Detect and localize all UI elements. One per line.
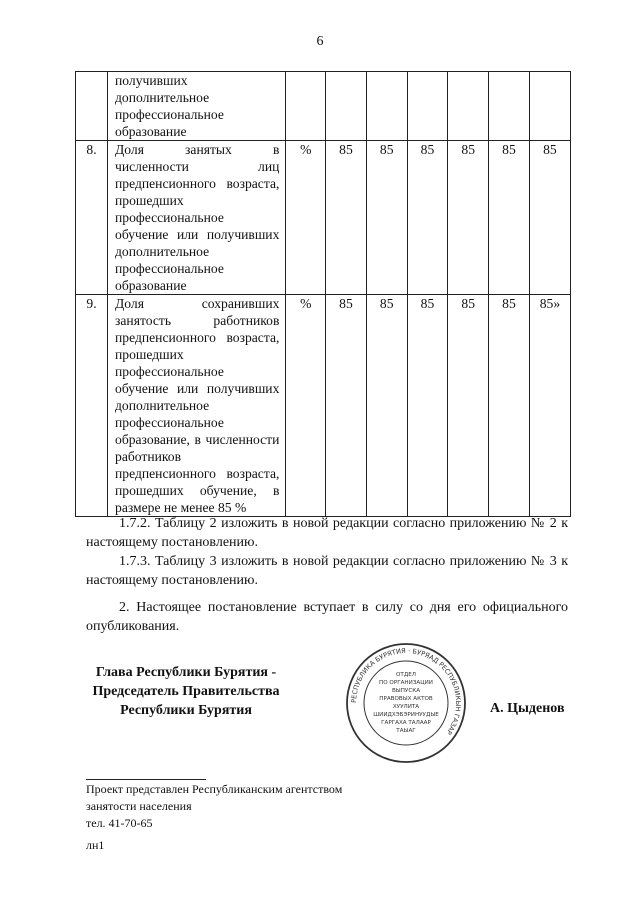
value-cell: 85 [407,141,448,295]
signatory-title-line: Республики Бурятия [120,703,252,718]
row-number: 9. [76,295,108,517]
unit-cell [286,72,326,141]
indicator-name: Доля занятых в численности лиц предпенсионного возраста, прошедших профессиональное обучение или получивших дополнительное профессиональное образование [108,141,286,295]
unit-cell: % [286,295,326,517]
paragraph-1-7-3 [86,552,568,590]
paragraph-text: 2. Настоящее постановление вступает в силу со дня его официального опубликования. [86,600,568,634]
indicator-name: получивших дополнительное профессиональное образование [108,72,286,141]
value-cell: 85 [489,141,530,295]
value-cell: 85 [326,141,367,295]
footnote-line: занятости населения [86,799,192,813]
table-row [76,141,571,295]
value-cell [489,72,530,141]
value-cell [407,72,448,141]
seal-outer-text-path: РЕСПУБЛИКА БУРЯТИЯ · БУРЯАД РЕСПУБЛИКЫН ГАЗАР [349,646,463,737]
value-cell [529,72,570,141]
signatory-name: А. Цыденов [490,701,565,716]
footnote-line: тел. 41-70-65 [86,816,153,830]
value-cell: 85 [529,141,570,295]
signatory-title-line: Глава Республики Бурятия - [95,665,277,680]
seal-text-line: ВЫПУСКА [391,688,421,694]
value-cell: 85 [366,295,407,517]
official-seal [345,642,467,764]
value-cell: 85» [529,295,570,517]
page-number: 6 [316,34,324,49]
indicators-table [75,71,571,517]
paragraph-text: 1.7.2. Таблицу 2 изложить в новой редакции согласно приложению № 2 к настоящему постановлению. [86,516,568,550]
table-row [76,295,571,517]
seal-text-line: ОТДЕЛ [396,672,416,678]
value-cell: 85 [448,141,489,295]
footnote [86,781,342,832]
value-cell: 85 [407,295,448,517]
unit-cell: % [286,141,326,295]
paragraph-1-7-2 [86,514,568,552]
row-number [76,72,108,141]
reference-code: лн1 [86,838,105,852]
value-cell: 85 [326,295,367,517]
seal-text-line: ПО ОРГАНИЗАЦИИ [379,680,433,686]
seal-text-line: ХУУЛИТА [392,704,420,710]
value-cell [448,72,489,141]
value-cell [366,72,407,141]
signatory-title-line: Председатель Правительства [92,684,280,699]
row-number: 8. [76,141,108,295]
table-row [76,72,571,141]
value-cell: 85 [448,295,489,517]
value-cell [326,72,367,141]
indicator-name: Доля сохранивших занятость работников предпенсионного возраста, прошедших профессиональное обучение или получивших дополнительное профессиональное образование, в численности работников предпенсионного возраста, прошедших обучение, в размере не менее 85 % [108,295,286,517]
footnote-divider [86,779,206,780]
seal-outer-ring [347,644,465,762]
seal-text-line: ПРАВОВЫХ АКТОВ [379,696,433,702]
seal-text-line: ТАЫАГ [396,728,416,734]
paragraph-text: 1.7.3. Таблицу 3 изложить в новой редакции согласно приложению № 3 к настоящему постановлению. [86,554,568,588]
paragraph-2 [86,598,568,636]
seal-text-line: ШИИДХЭБЭРИНУУДЫЕ [373,712,439,718]
footnote-line: Проект представлен Республиканским агентством [86,782,343,796]
signatory-title [78,663,294,720]
value-cell: 85 [489,295,530,517]
value-cell: 85 [366,141,407,295]
seal-text-line: ГАРГАХА ТАЛААР [381,720,431,726]
